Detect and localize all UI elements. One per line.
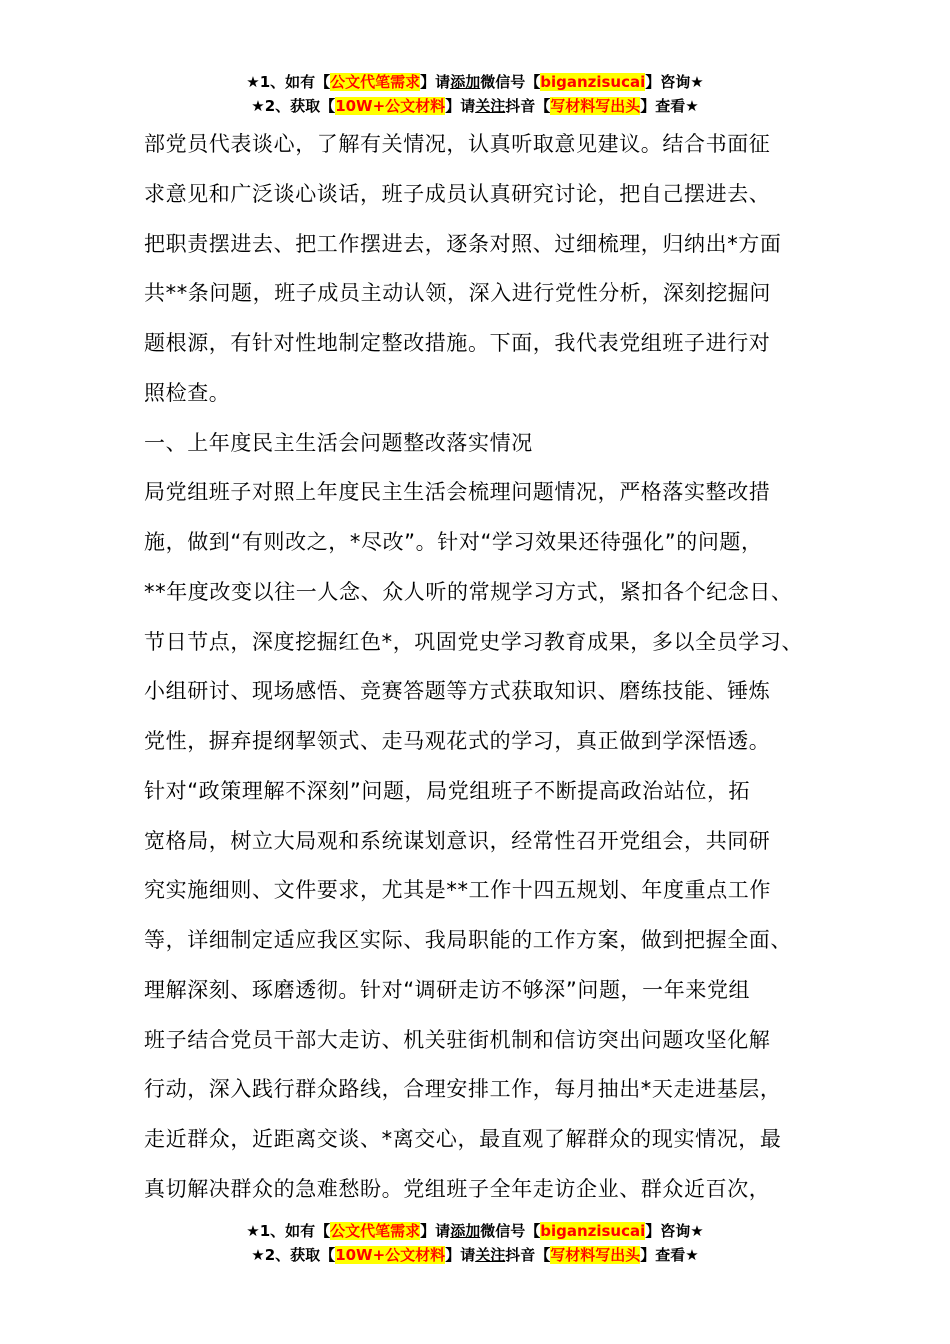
promo-text: 】请 [420,1222,451,1240]
promo-line-1 [0,70,950,94]
promo-text: 】请 [420,73,451,91]
body-line: 求意见和广泛谈心谈话，班子成员认真研究讨论，把自己摆进去、 [144,181,771,206]
promo-highlight: biganzisucai [540,1222,646,1240]
body-line: 班子结合党员干部大走访、机关驻街机制和信访突出问题攻坚化解 [144,1027,771,1052]
promo-line-1 [0,1219,950,1243]
promo-text: 微信号【 [480,1222,541,1240]
promo-text: ★2、获取【 [251,1246,336,1264]
promo-line-2 [0,1243,950,1267]
promo-text: 】请 [445,97,476,115]
section-heading: 一、上年度民主生活会问题整改落实情况 [144,430,533,455]
promo-underline: 关注 [475,97,506,115]
promo-highlight: 公文代笔需求 [330,1222,421,1240]
document-body [144,128,834,1223]
promo-text: 抖音【 [505,1246,551,1264]
promo-text: 】咨询★ [645,73,704,91]
body-line: 节日节点，深度挖掘红色*，巩固党史学习教育成果，多以全员学习、 [144,629,804,654]
promo-underline: 添加 [450,1222,481,1240]
promo-text: 微信号【 [480,73,541,91]
body-line: 题根源，有针对性地制定整改措施。下面，我代表党组班子进行对 [144,331,771,355]
promo-text: 】咨询★ [645,1222,704,1240]
body-line: 把职责摆进去、把工作摆进去，逐条对照、过细梳理，归纳出*方面 [144,231,782,256]
header-promo-banner [0,70,950,118]
promo-highlight: 10W+公文材料 [335,1246,446,1264]
body-line: 施，做到“有则改之，*尽改”。针对“学习效果还待强化”的问题， [144,530,763,554]
promo-underline: 添加 [450,73,481,91]
promo-highlight: 10W+公文材料 [335,97,446,115]
body-line: 宽格局，树立大局观和系统谋划意识，经常性召开党组会，共同研 [144,828,771,853]
promo-underline: 关注 [475,1246,506,1264]
promo-highlight: 写材料写出头 [550,1246,641,1264]
promo-text: 抖音【 [505,97,551,115]
promo-text: 】查看★ [640,97,699,115]
body-line: 局党组班子对照上年度民主生活会梳理问题情况，严格落实整改措 [144,480,771,505]
promo-line-2 [0,94,950,118]
body-line: 理解深刻、琢磨透彻。针对“调研走访不够深”问题，一年来党组 [144,977,751,1002]
promo-text: ★1、如有【 [246,73,331,91]
body-line: 共**条问题，班子成员主动认领，深入进行党性分析，深刻挖掘问 [144,281,771,306]
body-line: 行动，深入践行群众路线，合理安排工作，每月抽出*天走进基层， [144,1077,782,1102]
body-line: 究实施细则、文件要求，尤其是**工作十四五规划、年度重点工作 [144,878,771,903]
promo-text: ★2、获取【 [251,97,336,115]
promo-text: ★1、如有【 [246,1222,331,1240]
body-line: 部党员代表谈心，了解有关情况，认真听取意见建议。结合书面征 [144,132,771,156]
body-line: 针对“政策理解不深刻”问题，局党组班子不断提高政治站位，拓 [144,778,751,803]
promo-highlight: biganzisucai [540,73,646,91]
promo-highlight: 公文代笔需求 [330,73,421,91]
footer-promo-banner [0,1219,950,1267]
body-line: 照检查。 [144,380,231,405]
body-line: 小组研讨、现场感悟、竞赛答题等方式获取知识、磨练技能、锤炼 [144,679,771,704]
body-line: **年度改变以往一人念、众人听的常规学习方式，紧扣各个纪念日、 [144,579,793,604]
promo-highlight: 写材料写出头 [550,97,641,115]
promo-text: 】查看★ [640,1246,699,1264]
body-line: 等，详细制定适应我区实际、我局职能的工作方案，做到把握全面、 [144,928,792,952]
promo-text: 】请 [445,1246,476,1264]
body-line: 党性，摒弃提纲挈领式、走马观花式的学习，真正做到学深悟透。 [144,729,771,753]
body-line: 走近群众，近距离交谈、*离交心，最直观了解群众的现实情况，最 [144,1127,782,1151]
body-line: 真切解决群众的急难愁盼。党组班子全年走访企业、群众近百次， [144,1176,771,1201]
